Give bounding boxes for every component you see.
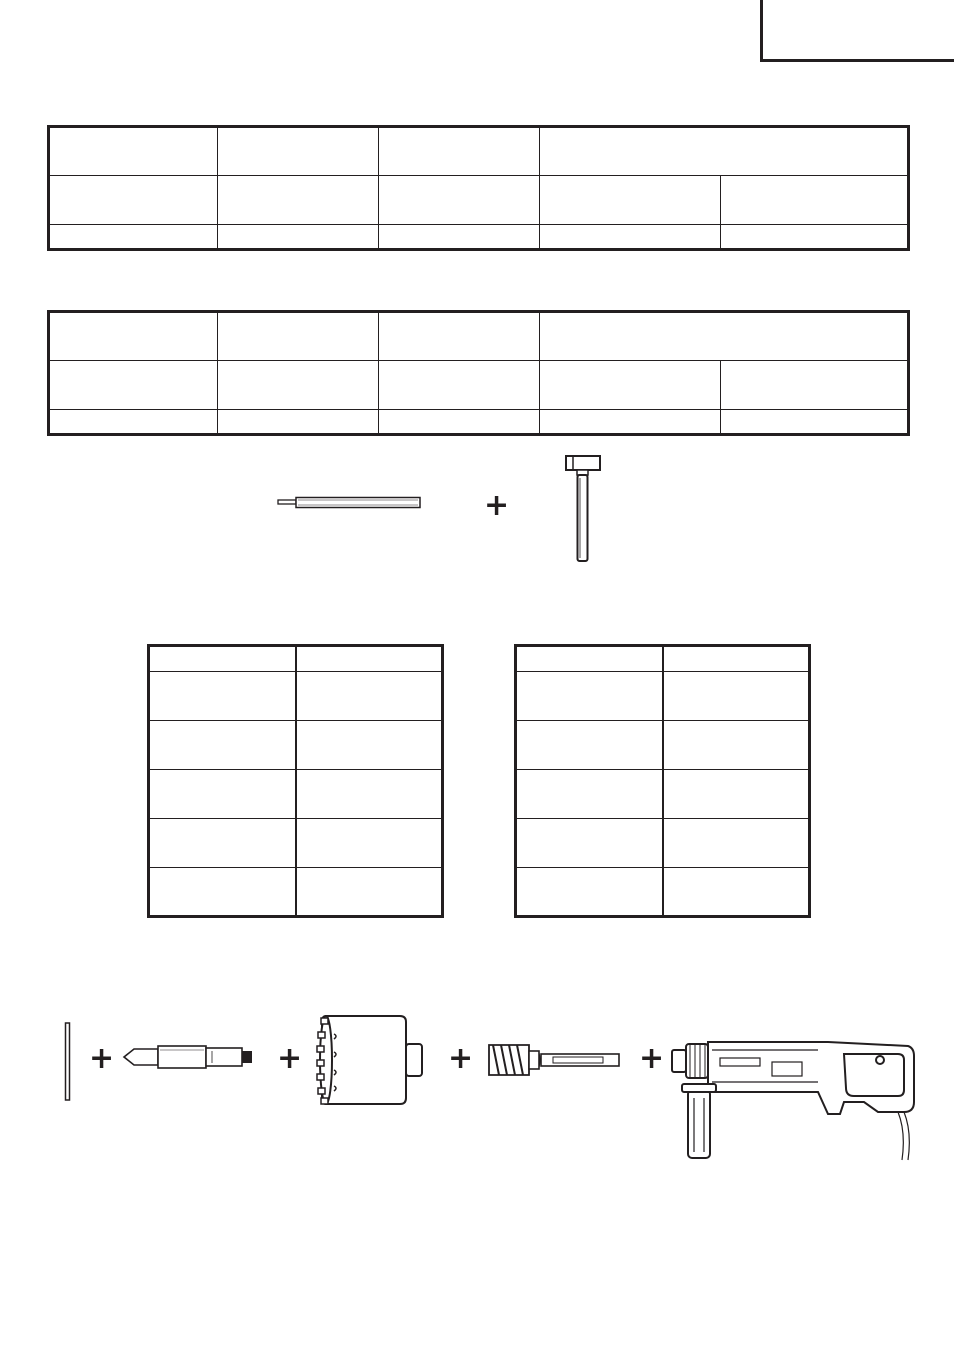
table-cell <box>516 672 663 721</box>
table-cell <box>379 410 540 435</box>
table-cell <box>296 646 443 672</box>
rod-icon <box>277 496 422 510</box>
table-row <box>49 127 909 176</box>
table-row <box>149 770 443 819</box>
plus-sign: + <box>277 1041 303 1076</box>
table-cell <box>540 312 909 361</box>
table-cell <box>49 361 218 410</box>
table-cell <box>379 127 540 176</box>
hammer-icon <box>563 454 603 566</box>
table-cell <box>721 410 909 435</box>
table-cell <box>49 127 218 176</box>
table-row <box>149 868 443 917</box>
table-cell <box>49 225 218 250</box>
table-cell <box>379 361 540 410</box>
table-cell <box>663 819 810 868</box>
table-cell <box>663 672 810 721</box>
guide-plate-icon <box>64 1022 72 1102</box>
table-cell <box>540 361 721 410</box>
mini-table-right <box>514 644 811 918</box>
table-cell <box>49 410 218 435</box>
table-cell <box>721 225 909 250</box>
center-pin-icon <box>122 1043 256 1073</box>
table-cell <box>149 868 296 917</box>
plus-sign: + <box>89 1041 115 1076</box>
table-cell <box>663 770 810 819</box>
table-row <box>516 770 810 819</box>
table-row <box>516 646 810 672</box>
table-cell <box>296 721 443 770</box>
table-cell <box>516 770 663 819</box>
table-cell <box>721 361 909 410</box>
table-cell <box>516 819 663 868</box>
table-row <box>149 721 443 770</box>
table-row <box>49 312 909 361</box>
shank-adapter-icon <box>485 1039 623 1081</box>
table-cell <box>218 176 379 225</box>
table-cell <box>379 176 540 225</box>
table-row <box>516 868 810 917</box>
table-cell <box>663 868 810 917</box>
spec-table-2 <box>47 310 910 436</box>
table-cell <box>149 672 296 721</box>
mini-table-left <box>147 644 444 918</box>
table-cell <box>296 770 443 819</box>
table-cell <box>516 868 663 917</box>
table-cell <box>296 819 443 868</box>
table-row <box>149 646 443 672</box>
table-cell <box>663 721 810 770</box>
table-cell <box>49 312 218 361</box>
table-cell <box>218 361 379 410</box>
table-row <box>516 819 810 868</box>
table-cell <box>218 410 379 435</box>
plus-sign: + <box>484 488 510 523</box>
table-cell <box>379 312 540 361</box>
table-cell <box>296 672 443 721</box>
table-row <box>149 672 443 721</box>
spec-table-1 <box>47 125 910 251</box>
table-cell <box>149 721 296 770</box>
page-number-box <box>760 0 954 62</box>
table-row <box>49 410 909 435</box>
table-cell <box>149 646 296 672</box>
table-cell <box>540 127 909 176</box>
table-cell <box>49 176 218 225</box>
core-bit-icon <box>312 1012 434 1108</box>
table-cell <box>540 410 721 435</box>
table-cell <box>663 646 810 672</box>
table-cell <box>516 721 663 770</box>
table-row <box>49 225 909 250</box>
table-row <box>49 176 909 225</box>
table-row <box>516 672 810 721</box>
table-cell <box>516 646 663 672</box>
table-row <box>49 361 909 410</box>
rotary-hammer-drill-icon <box>668 1032 918 1162</box>
table-cell <box>149 819 296 868</box>
table-row <box>149 819 443 868</box>
plus-sign: + <box>448 1041 474 1076</box>
table-cell <box>540 176 721 225</box>
table-row <box>516 721 810 770</box>
plus-sign: + <box>639 1041 665 1076</box>
table-cell <box>218 127 379 176</box>
table-cell <box>218 225 379 250</box>
table-cell <box>149 770 296 819</box>
table-cell <box>296 868 443 917</box>
table-cell <box>379 225 540 250</box>
table-cell <box>721 176 909 225</box>
table-cell <box>540 225 721 250</box>
table-cell <box>218 312 379 361</box>
